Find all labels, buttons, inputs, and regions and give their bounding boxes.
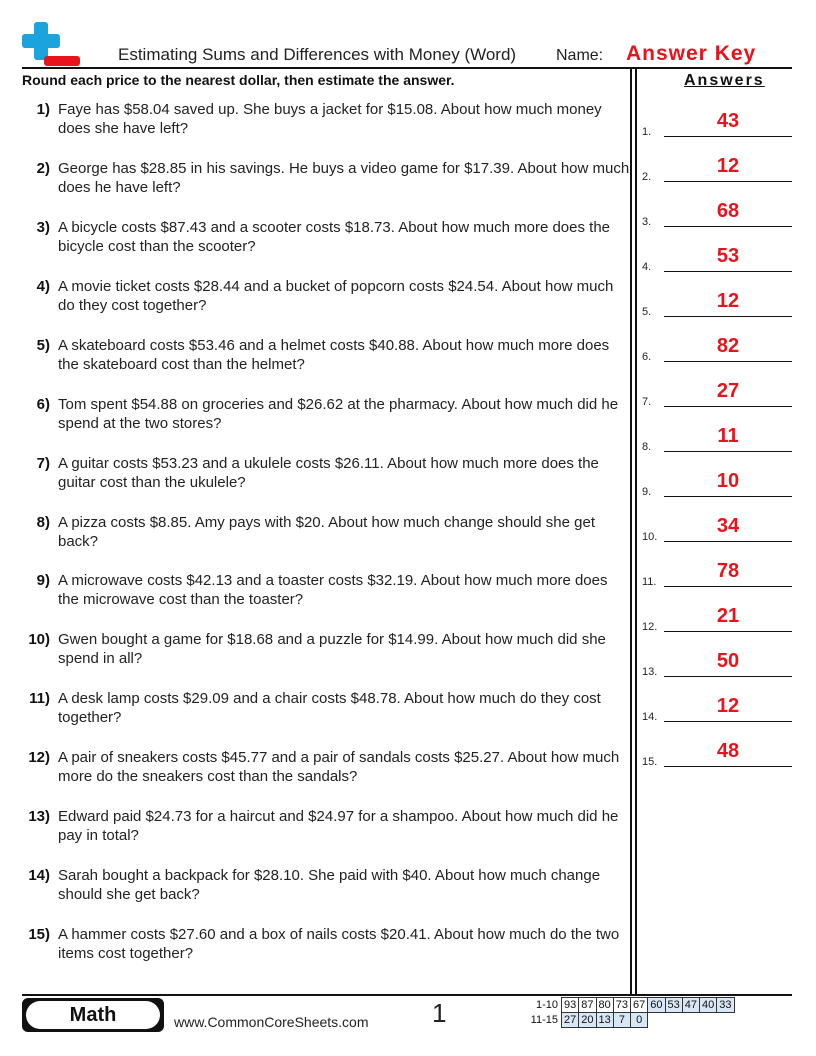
question-number: 8)	[36, 514, 50, 531]
score-cell: 60	[648, 998, 665, 1013]
instructions: Round each price to the nearest dollar, then estimate the answer.	[22, 72, 455, 88]
question-number: 4)	[36, 278, 50, 295]
footer-divider	[22, 994, 792, 996]
answer-row	[642, 425, 792, 455]
answer-number: 5.	[642, 306, 652, 318]
column-divider	[635, 69, 637, 994]
answer-value[interactable]: 48	[716, 740, 740, 762]
question-text: Gwen bought a game for $18.68 and a puzzle for $14.99. About how much did she spend in all?	[58, 631, 606, 667]
answer-value[interactable]: 12	[716, 290, 740, 312]
answer-number: 9.	[642, 486, 652, 498]
question-number: 12)	[28, 749, 50, 766]
plus-minus-logo-icon	[22, 22, 80, 68]
answer-value[interactable]: 34	[716, 515, 740, 537]
answer-value[interactable]: 11	[717, 425, 739, 447]
answer-line	[664, 451, 792, 452]
answer-row	[642, 740, 792, 770]
score-cell: 0	[631, 1013, 648, 1028]
answer-line	[664, 676, 792, 677]
score-cell: 47	[682, 998, 699, 1013]
question-number: 1)	[36, 101, 50, 118]
answer-number: 1.	[642, 126, 652, 138]
answer-row	[642, 290, 792, 320]
question-text: A skateboard costs $53.46 and a helmet costs $40.88. About how much more does the skateboard cost than the helmet?	[58, 337, 610, 373]
answer-line	[664, 541, 792, 542]
answer-value[interactable]: 27	[716, 380, 740, 402]
score-row	[526, 998, 734, 1013]
question-number: 14)	[28, 867, 50, 884]
score-cell: 27	[562, 1013, 579, 1028]
answer-number: 12.	[642, 621, 658, 633]
question-text: A guitar costs $53.23 and a ukulele costs $26.11. About how much more does the guitar cost than the ukulele?	[58, 455, 599, 491]
answer-row	[642, 470, 792, 500]
answer-number: 7.	[642, 396, 652, 408]
answer-value[interactable]: 21	[716, 605, 740, 627]
answer-value[interactable]: 82	[716, 335, 740, 357]
answer-value[interactable]: 12	[716, 695, 740, 717]
header-divider	[22, 67, 792, 69]
answer-line	[664, 181, 792, 182]
answer-row	[642, 560, 792, 590]
question-number: 10)	[28, 631, 50, 648]
answer-value[interactable]: 12	[716, 155, 740, 177]
answer-number: 4.	[642, 261, 652, 273]
answer-line	[664, 226, 792, 227]
question-text: Edward paid $24.73 for a haircut and $24.97 for a shampoo. About how much did he pay in total?	[58, 808, 619, 844]
answer-row	[642, 380, 792, 410]
answer-value[interactable]: 68	[716, 200, 740, 222]
question-text: A bicycle costs $87.43 and a scooter costs $18.73. About how much more does the bicycle cost than the scooter?	[58, 219, 610, 255]
answer-line	[664, 721, 792, 722]
question-number: 13)	[28, 808, 50, 825]
question-text: A hammer costs $27.60 and a box of nails costs $20.41. About how much do the two items cost together?	[58, 926, 620, 962]
score-cell: 53	[665, 998, 682, 1013]
answer-line	[664, 406, 792, 407]
question-text: A pizza costs $8.85. Amy pays with $20. About how much change should she get back?	[58, 514, 595, 550]
score-row-label: 1-10	[535, 999, 558, 1011]
score-cell: 13	[596, 1013, 613, 1028]
score-cell: 80	[596, 998, 613, 1013]
answer-number: 3.	[642, 216, 652, 228]
answer-number: 10.	[642, 531, 658, 543]
answer-value[interactable]: 53	[716, 245, 740, 267]
answer-line	[664, 361, 792, 362]
answer-line	[664, 586, 792, 587]
score-row	[526, 1013, 734, 1028]
answer-row	[642, 695, 792, 725]
answer-row	[642, 245, 792, 275]
answer-line	[664, 136, 792, 137]
answer-key-label: Answer Key	[626, 42, 757, 65]
score-cell: 40	[700, 998, 717, 1013]
answer-number: 14.	[642, 711, 658, 723]
column-divider	[630, 69, 632, 994]
answer-row	[642, 335, 792, 365]
answer-line	[664, 496, 792, 497]
score-cell: 7	[613, 1013, 630, 1028]
name-label: Name:	[556, 47, 604, 64]
question-text: George has $28.85 in his savings. He buys a video game for $17.39. About how much does he have left?	[58, 160, 630, 196]
answer-value[interactable]: 50	[716, 650, 740, 672]
question-number: 3)	[36, 219, 50, 236]
question-text: A desk lamp costs $29.09 and a chair costs $48.78. About how much do they cost together?	[58, 690, 601, 726]
answer-number: 13.	[642, 666, 658, 678]
website-link[interactable]: www.CommonCoreSheets.com	[174, 1014, 369, 1030]
question-number: 9)	[36, 572, 50, 589]
question-text: A movie ticket costs $28.44 and a bucket of popcorn costs $24.54. About how much do they cost together?	[58, 278, 614, 314]
question-number: 15)	[28, 926, 50, 943]
score-table	[526, 997, 735, 1028]
score-cell: 33	[717, 998, 734, 1013]
answer-number: 6.	[642, 351, 652, 363]
score-cell: 87	[579, 998, 596, 1013]
question-text: A microwave costs $42.13 and a toaster costs $32.19. About how much more does the microwave cost than the toaster?	[58, 572, 608, 608]
answer-number: 2.	[642, 171, 652, 183]
question-number: 6)	[36, 396, 50, 413]
score-cell: 93	[562, 998, 579, 1013]
answer-value[interactable]: 10	[716, 470, 740, 492]
answer-line	[664, 631, 792, 632]
answer-line	[664, 316, 792, 317]
answer-row	[642, 605, 792, 635]
question-number: 11)	[29, 690, 50, 707]
subject-label: Math	[26, 1001, 160, 1029]
question-number: 2)	[36, 160, 50, 177]
answers-heading: Answers	[684, 72, 765, 89]
answer-number: 11.	[642, 576, 657, 588]
answer-row	[642, 650, 792, 680]
question-text: Faye has $58.04 saved up. She buys a jacket for $15.08. About how much money does she have left?	[58, 101, 602, 137]
answer-row	[642, 200, 792, 230]
question-number: 5)	[36, 337, 50, 354]
answer-value[interactable]: 43	[716, 110, 740, 132]
question-number: 7)	[36, 455, 50, 472]
question-text: A pair of sneakers costs $45.77 and a pair of sandals costs $25.27. About how much more do the sneakers cost than the sandals?	[58, 749, 620, 785]
answer-line	[664, 766, 792, 767]
score-cell: 73	[613, 998, 630, 1013]
answer-row	[642, 155, 792, 185]
worksheet-title: Estimating Sums and Differences with Money (Word)	[118, 45, 517, 64]
answer-number: 15.	[642, 756, 658, 768]
answer-row	[642, 110, 792, 140]
answer-number: 8.	[642, 441, 652, 453]
question-text: Sarah bought a backpack for $28.10. She paid with $40. About how much change should she get back?	[58, 867, 601, 903]
question-text: Tom spent $54.88 on groceries and $26.62 at the pharmacy. About how much did he spend at the two stores?	[58, 396, 619, 432]
score-cell: 67	[631, 998, 648, 1013]
subject-badge	[22, 998, 164, 1032]
score-row-label: 11-15	[530, 1014, 558, 1026]
score-cell: 20	[579, 1013, 596, 1028]
answer-value[interactable]: 78	[716, 560, 740, 582]
answer-line	[664, 271, 792, 272]
page-number: 1	[432, 998, 447, 1028]
answer-row	[642, 515, 792, 545]
